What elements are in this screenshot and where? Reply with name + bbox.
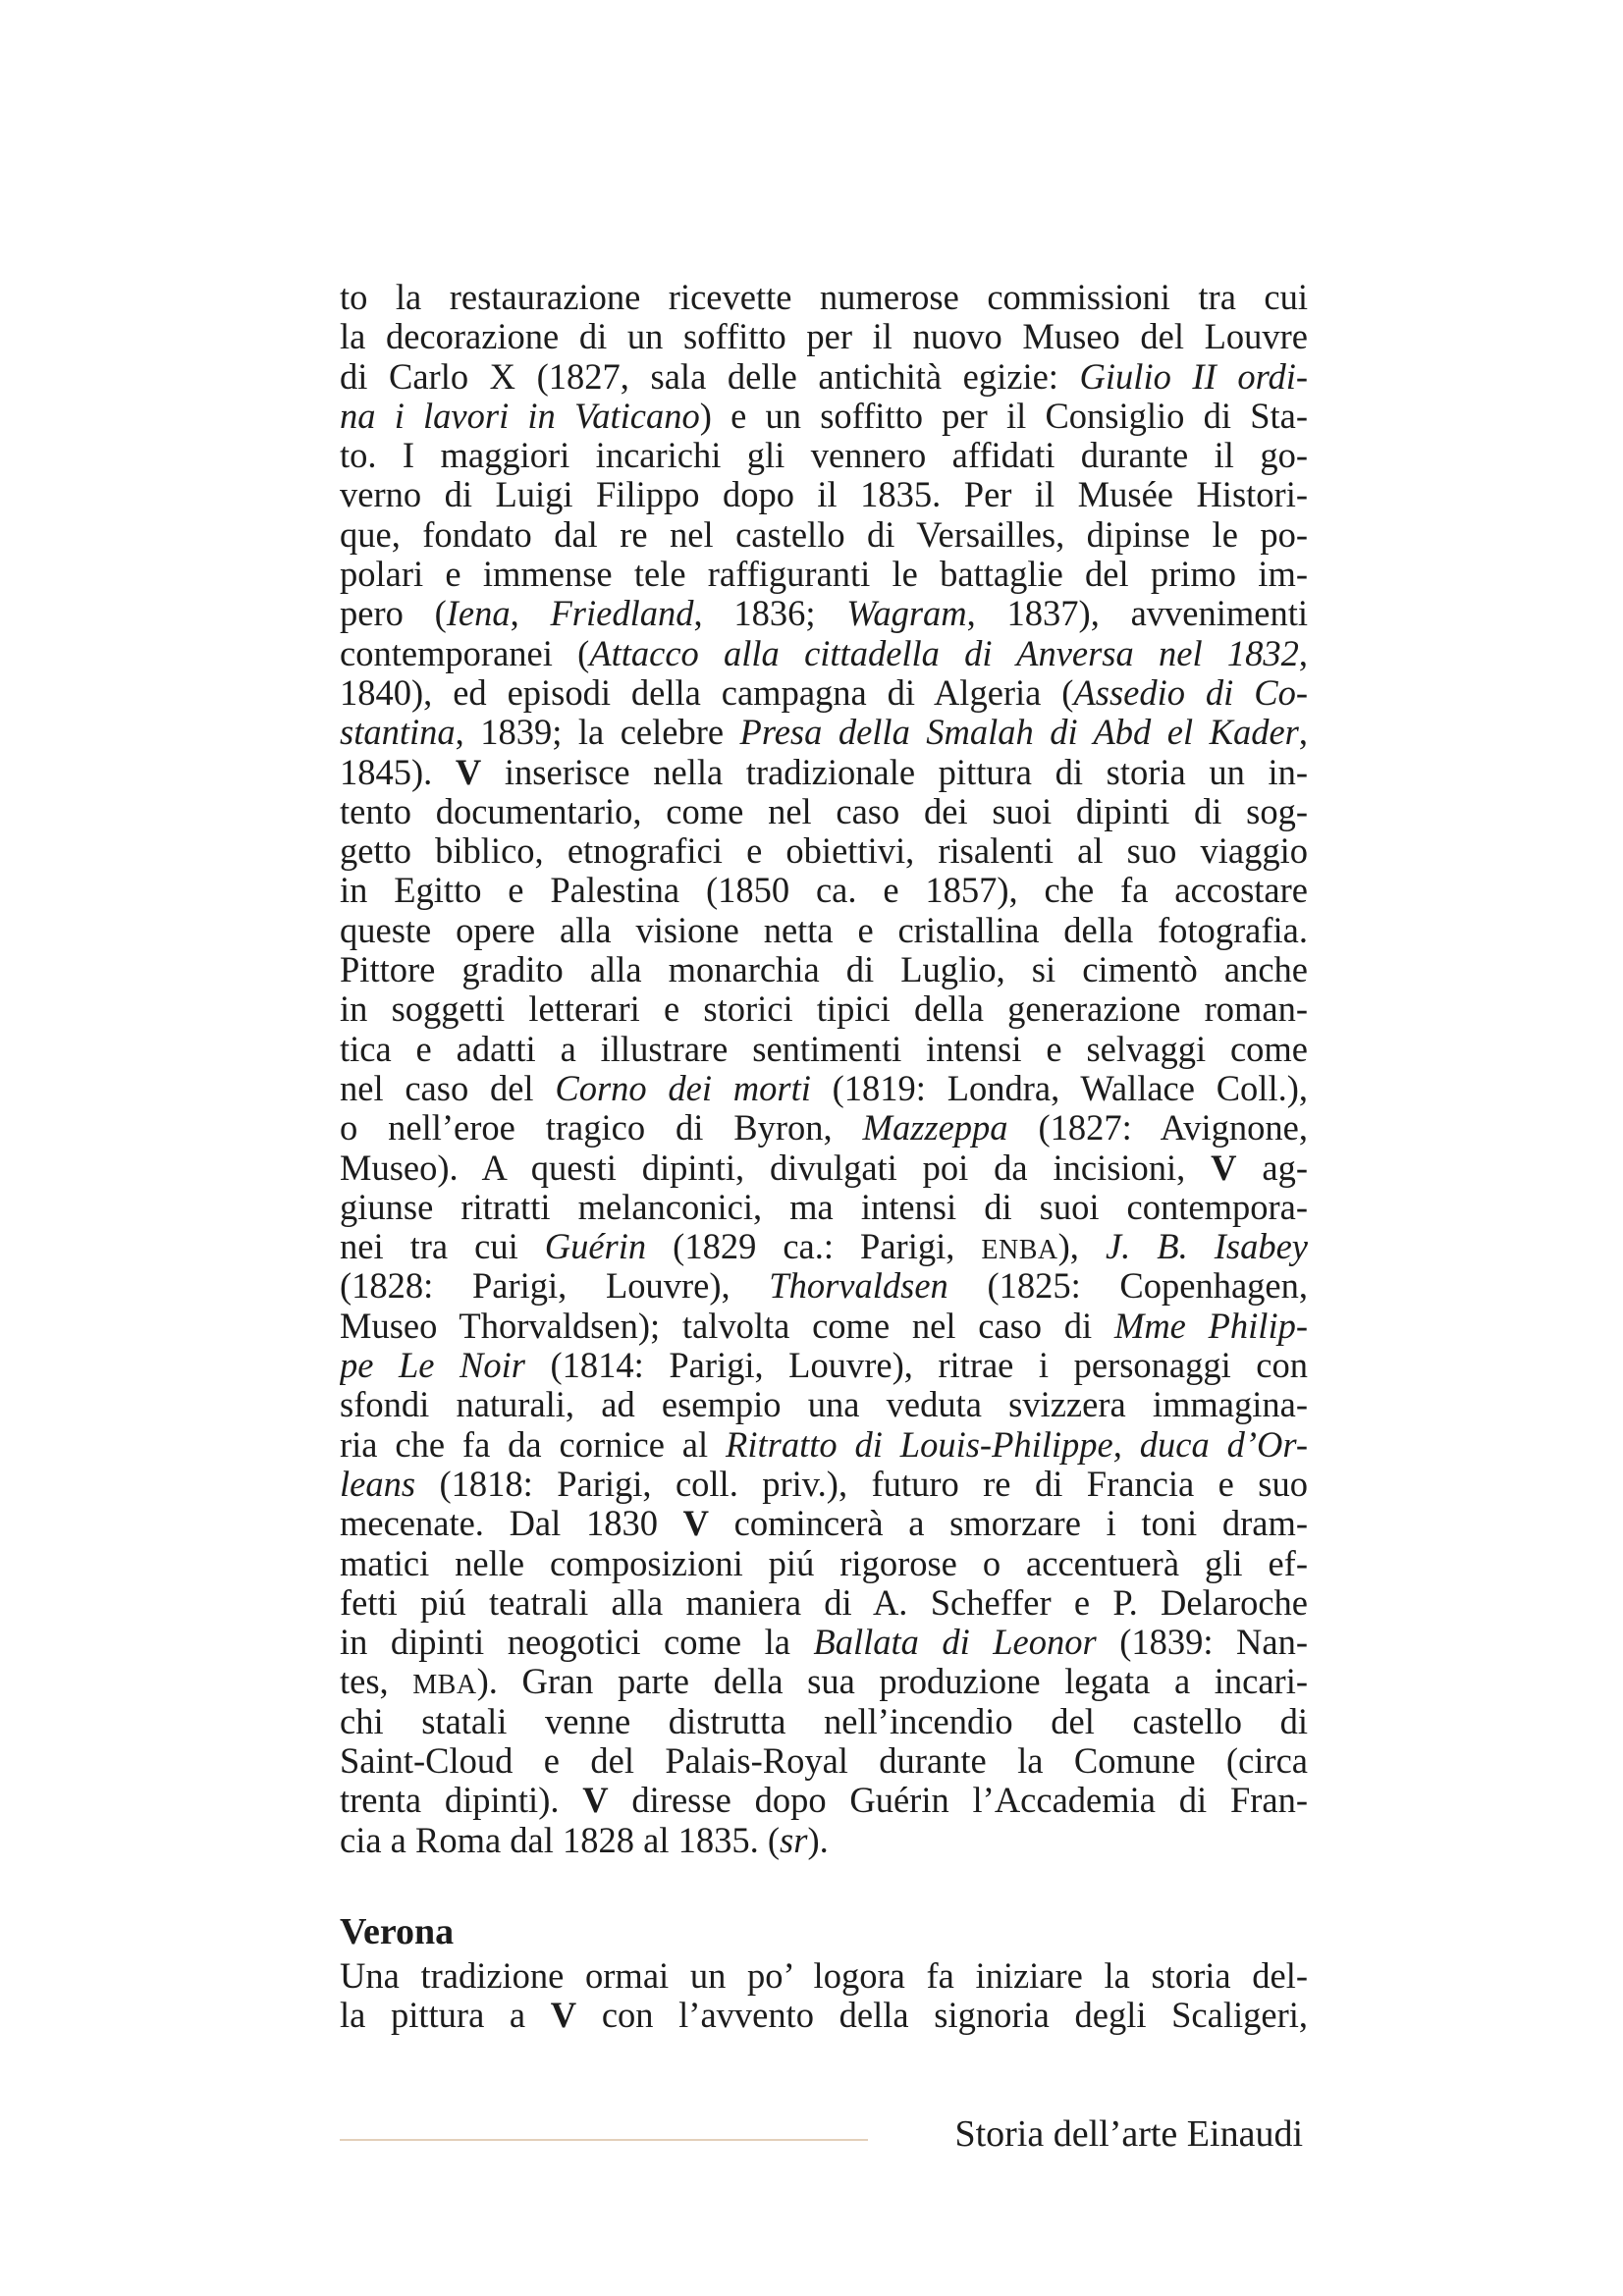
text-line: di Carlo X (1827, sala delle antichità egizie: Giulio II ordi-: [340, 356, 1308, 397]
text-line: to. I maggiori incarichi gli vennero affidati durante il go-: [340, 436, 1308, 476]
text-line: Pittore gradito alla monarchia di Luglio, si cimentò anche: [340, 950, 1308, 990]
text-line: pe Le Noir (1814: Parigi, Louvre), ritrae i personaggi con: [340, 1346, 1308, 1386]
section-heading: Verona: [340, 1911, 455, 1952]
text-line: la decorazione di un soffitto per il nuovo Museo del Louvre: [340, 317, 1308, 357]
text-line: Museo). A questi dipinti, divulgati poi da incisioni, V ag-: [340, 1148, 1308, 1188]
text-line: la pittura a V con l’avvento della signoria degli Scaligeri,: [340, 1996, 1308, 2036]
text-line: contemporanei (Attacco alla cittadella di Anversa nel 1832,: [340, 633, 1308, 673]
text-line: stantina, 1839; la celebre Presa della Smalah di Abd el Kader,: [340, 713, 1308, 753]
text-line: Museo Thorvaldsen); talvolta come nel caso di Mme Philip-: [340, 1306, 1308, 1346]
text-line: (1828: Parigi, Louvre), Thorvaldsen (1825: Copenhagen,: [340, 1266, 1308, 1307]
text-line: leans (1818: Parigi, coll. priv.), futuro re di Francia e suo: [340, 1464, 1308, 1504]
text-line: 1840), ed episodi della campagna di Algeria (Assedio di Co-: [340, 672, 1308, 713]
text-line: nei tra cui Guérin (1829 ca.: Parigi, ENBA), J. B. Isabey: [340, 1227, 1308, 1267]
text-line: in Egitto e Palestina (1850 ca. e 1857), che fa accostare: [340, 871, 1308, 911]
text-line: pero (Iena, Friedland, 1836; Wagram, 1837), avvenimenti: [340, 594, 1308, 634]
text-line: giunse ritratti melanconici, ma intensi di suoi contempora-: [340, 1187, 1308, 1227]
text-line: mecenate. Dal 1830 V comincerà a smorzare i toni dram-: [340, 1504, 1308, 1544]
section-body-text: [340, 1956, 1308, 2036]
text-line: Una tradizione ormai un po’ logora fa iniziare la storia del-: [340, 1956, 1308, 1996]
text-line: cia a Roma dal 1828 al 1835. (sr).: [340, 1820, 829, 1860]
text-line: ria che fa da cornice al Ritratto di Louis-Philippe, duca d’Or-: [340, 1424, 1308, 1465]
text-line: getto biblico, etnografici e obiettivi, risalenti al suo viaggio: [340, 831, 1308, 872]
text-line: polari e immense tele raffiguranti le battaglie del primo im-: [340, 555, 1308, 595]
text-line: Saint-Cloud e del Palais-Royal durante la Comune (circa: [340, 1740, 1308, 1781]
text-line: queste opere alla visione netta e cristallina della fotografia.: [340, 910, 1308, 950]
text-line: tes, MBA). Gran parte della sua produzione legata a incari-: [340, 1662, 1308, 1702]
text-line: 1845). V inserisce nella tradizionale pittura di storia un in-: [340, 752, 1308, 792]
text-line: sfondi naturali, ad esempio una veduta svizzera immagina-: [340, 1385, 1308, 1425]
text-line: matici nelle composizioni piú rigorose o accentuerà gli ef-: [340, 1543, 1308, 1583]
text-line: fetti piú teatrali alla maniera di A. Scheffer e P. Delaroche: [340, 1582, 1308, 1623]
text-line: trenta dipinti). V diresse dopo Guérin l’Accademia di Fran-: [340, 1781, 1308, 1821]
text-line: tento documentario, come nel caso dei suoi dipinti di sog-: [340, 791, 1308, 831]
text-line: nel caso del Corno dei morti (1819: Londra, Wallace Coll.),: [340, 1068, 1308, 1108]
text-line: tica e adatti a illustrare sentimenti intensi e selvaggi come: [340, 1029, 1308, 1069]
text-line: o nell’eroe tragico di Byron, Mazzeppa (1827: Avignone,: [340, 1108, 1308, 1148]
entry-body-text: [340, 278, 1308, 1860]
text-line: na i lavori in Vaticano) e un soffitto per il Consiglio di Sta-: [340, 396, 1308, 436]
footer-publisher-title: Storia dell’arte Einaudi: [954, 2113, 1303, 2155]
text-line: to la restaurazione ricevette numerose commissioni tra cui: [340, 278, 1308, 317]
text-line: verno di Luigi Filippo dopo il 1835. Per il Musée Histori-: [340, 475, 1308, 515]
text-line: in soggetti letterari e storici tipici della generazione roman-: [340, 989, 1308, 1030]
text-line: que, fondato dal re nel castello di Versailles, dipinse le po-: [340, 514, 1308, 555]
text-line: in dipinti neogotici come la Ballata di Leonor (1839: Nan-: [340, 1623, 1308, 1663]
text-line: chi statali venne distrutta nell’incendio del castello di: [340, 1701, 1308, 1741]
footer-rule: [340, 2139, 868, 2141]
